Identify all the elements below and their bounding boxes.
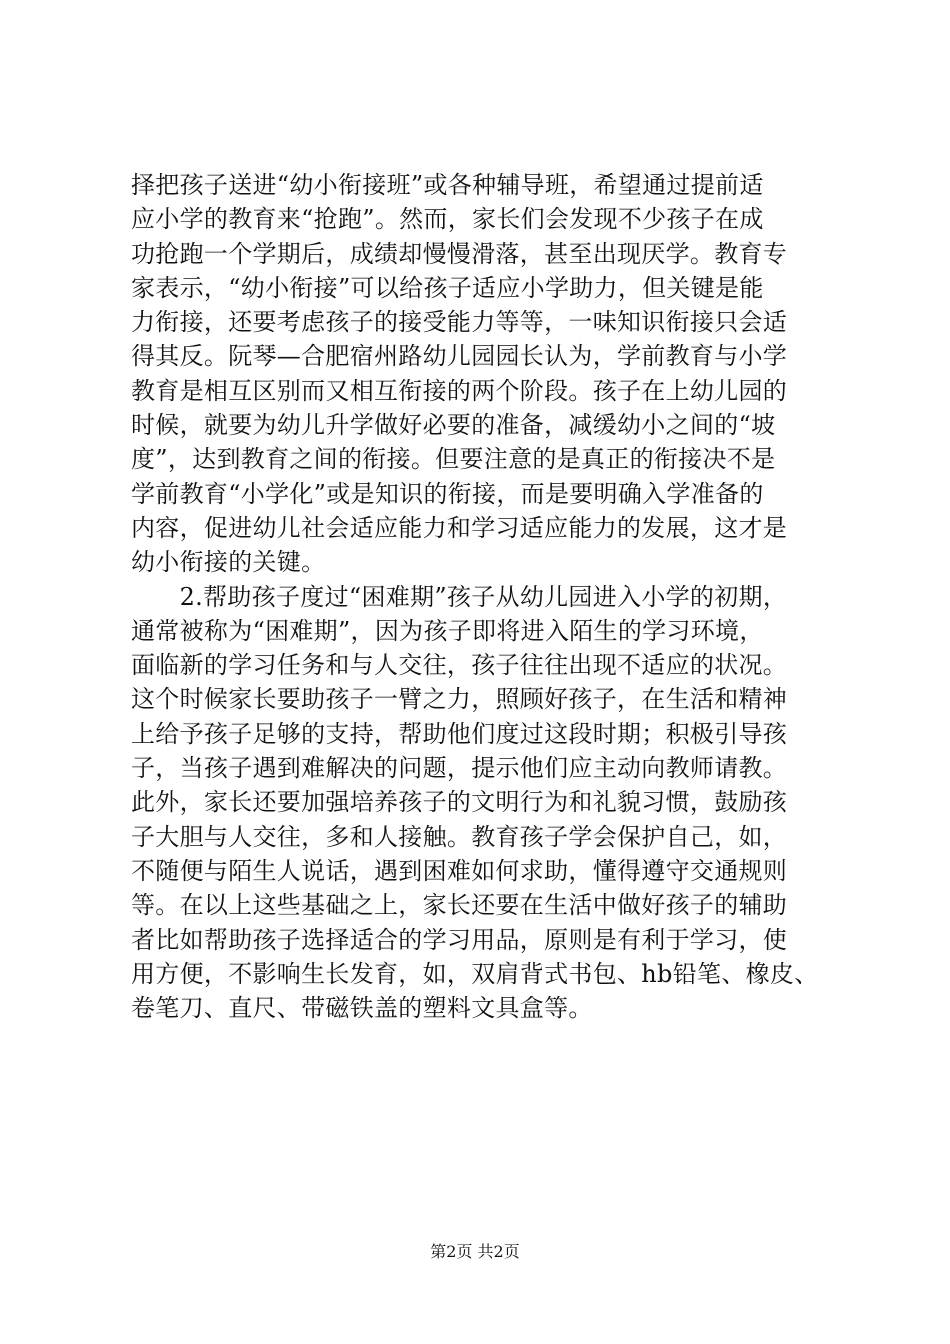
text-line: 度”，达到教育之间的衔接。但要注意的是真正的衔接决不是 (131, 445, 776, 474)
text-line: 应小学的教育来“抢跑”。然而，家长们会发现不少孩子在成 (131, 205, 764, 234)
text-line: 择把孩子送进“幼小衔接班”或各种辅导班，希望通过提前适 (131, 171, 764, 199)
text-line: 2.帮助孩子度过“困难期”孩子从幼儿园进入小学的初期， (131, 582, 788, 611)
text-line: 学前教育“小学化”或是知识的衔接，而是要明确入学准备的 (131, 479, 764, 508)
text-line: 时候，就要为幼儿升学做好必要的准备，减缓幼小之间的“坡 (131, 411, 776, 440)
text-line: 子大胆与人交往，多和人接触。教育孩子学会保护自己，如， (131, 822, 788, 851)
text-line: 这个时候家长要助孩子一臂之力，照顾好孩子，在生活和精神 (131, 685, 788, 714)
text-line: 通常被称为“困难期”，因为孩子即将进入陌生的学习环境， (131, 616, 764, 645)
text-line: 内容，促进幼儿社会适应能力和学习适应能力的发展，这才是 (131, 513, 788, 542)
text-line: 面临新的学习任务和与人交往，孩子往往出现不适应的状况。 (131, 651, 788, 680)
text-line: 得其反。阮琴—合肥宿州路幼儿园园长认为，学前教育与小学 (131, 342, 788, 371)
body-text (131, 168, 831, 1025)
page-footer (0, 1242, 950, 1262)
text-line: 卷笔刀、直尺、带磁铁盖的塑料文具盒等。 (131, 994, 593, 1023)
text-line: 家表示，“幼小衔接”可以给孩子适应小学助力，但关键是能 (131, 273, 764, 302)
text-line: 不随便与陌生人说话，遇到困难如何求助，懂得遵守交通规则 (131, 856, 788, 885)
text-line: 教育是相互区别而又相互衔接的两个阶段。孩子在上幼儿园的 (131, 376, 788, 405)
text-line: 者比如帮助孩子选择适合的学习用品，原则是有利于学习，使 (131, 925, 788, 954)
page-number-label: 第2页 共2页 (430, 1242, 520, 1261)
text-line: 幼小衔接的关键。 (131, 548, 326, 577)
text-line: 子，当孩子遇到难解决的问题，提示他们应主动向教师请教。 (131, 754, 788, 783)
text-line: 等。在以上这些基础之上，家长还要在生活中做好孩子的辅助 (131, 891, 788, 920)
text-line: 上给予孩子足够的支持，帮助他们度过这段时期；积极引导孩 (131, 719, 788, 748)
text-line: 用方便，不影响生长发育，如，双肩背式书包、hb铅笔、橡皮、 (131, 959, 819, 988)
text-line: 功抢跑一个学期后，成绩却慢慢滑落，甚至出现厌学。教育专 (131, 239, 788, 268)
text-line: 力衔接，还要考虑孩子的接受能力等等，一味知识衔接只会适 (131, 308, 788, 337)
text-line: 此外，家长还要加强培养孩子的文明行为和礼貌习惯，鼓励孩 (131, 788, 788, 817)
